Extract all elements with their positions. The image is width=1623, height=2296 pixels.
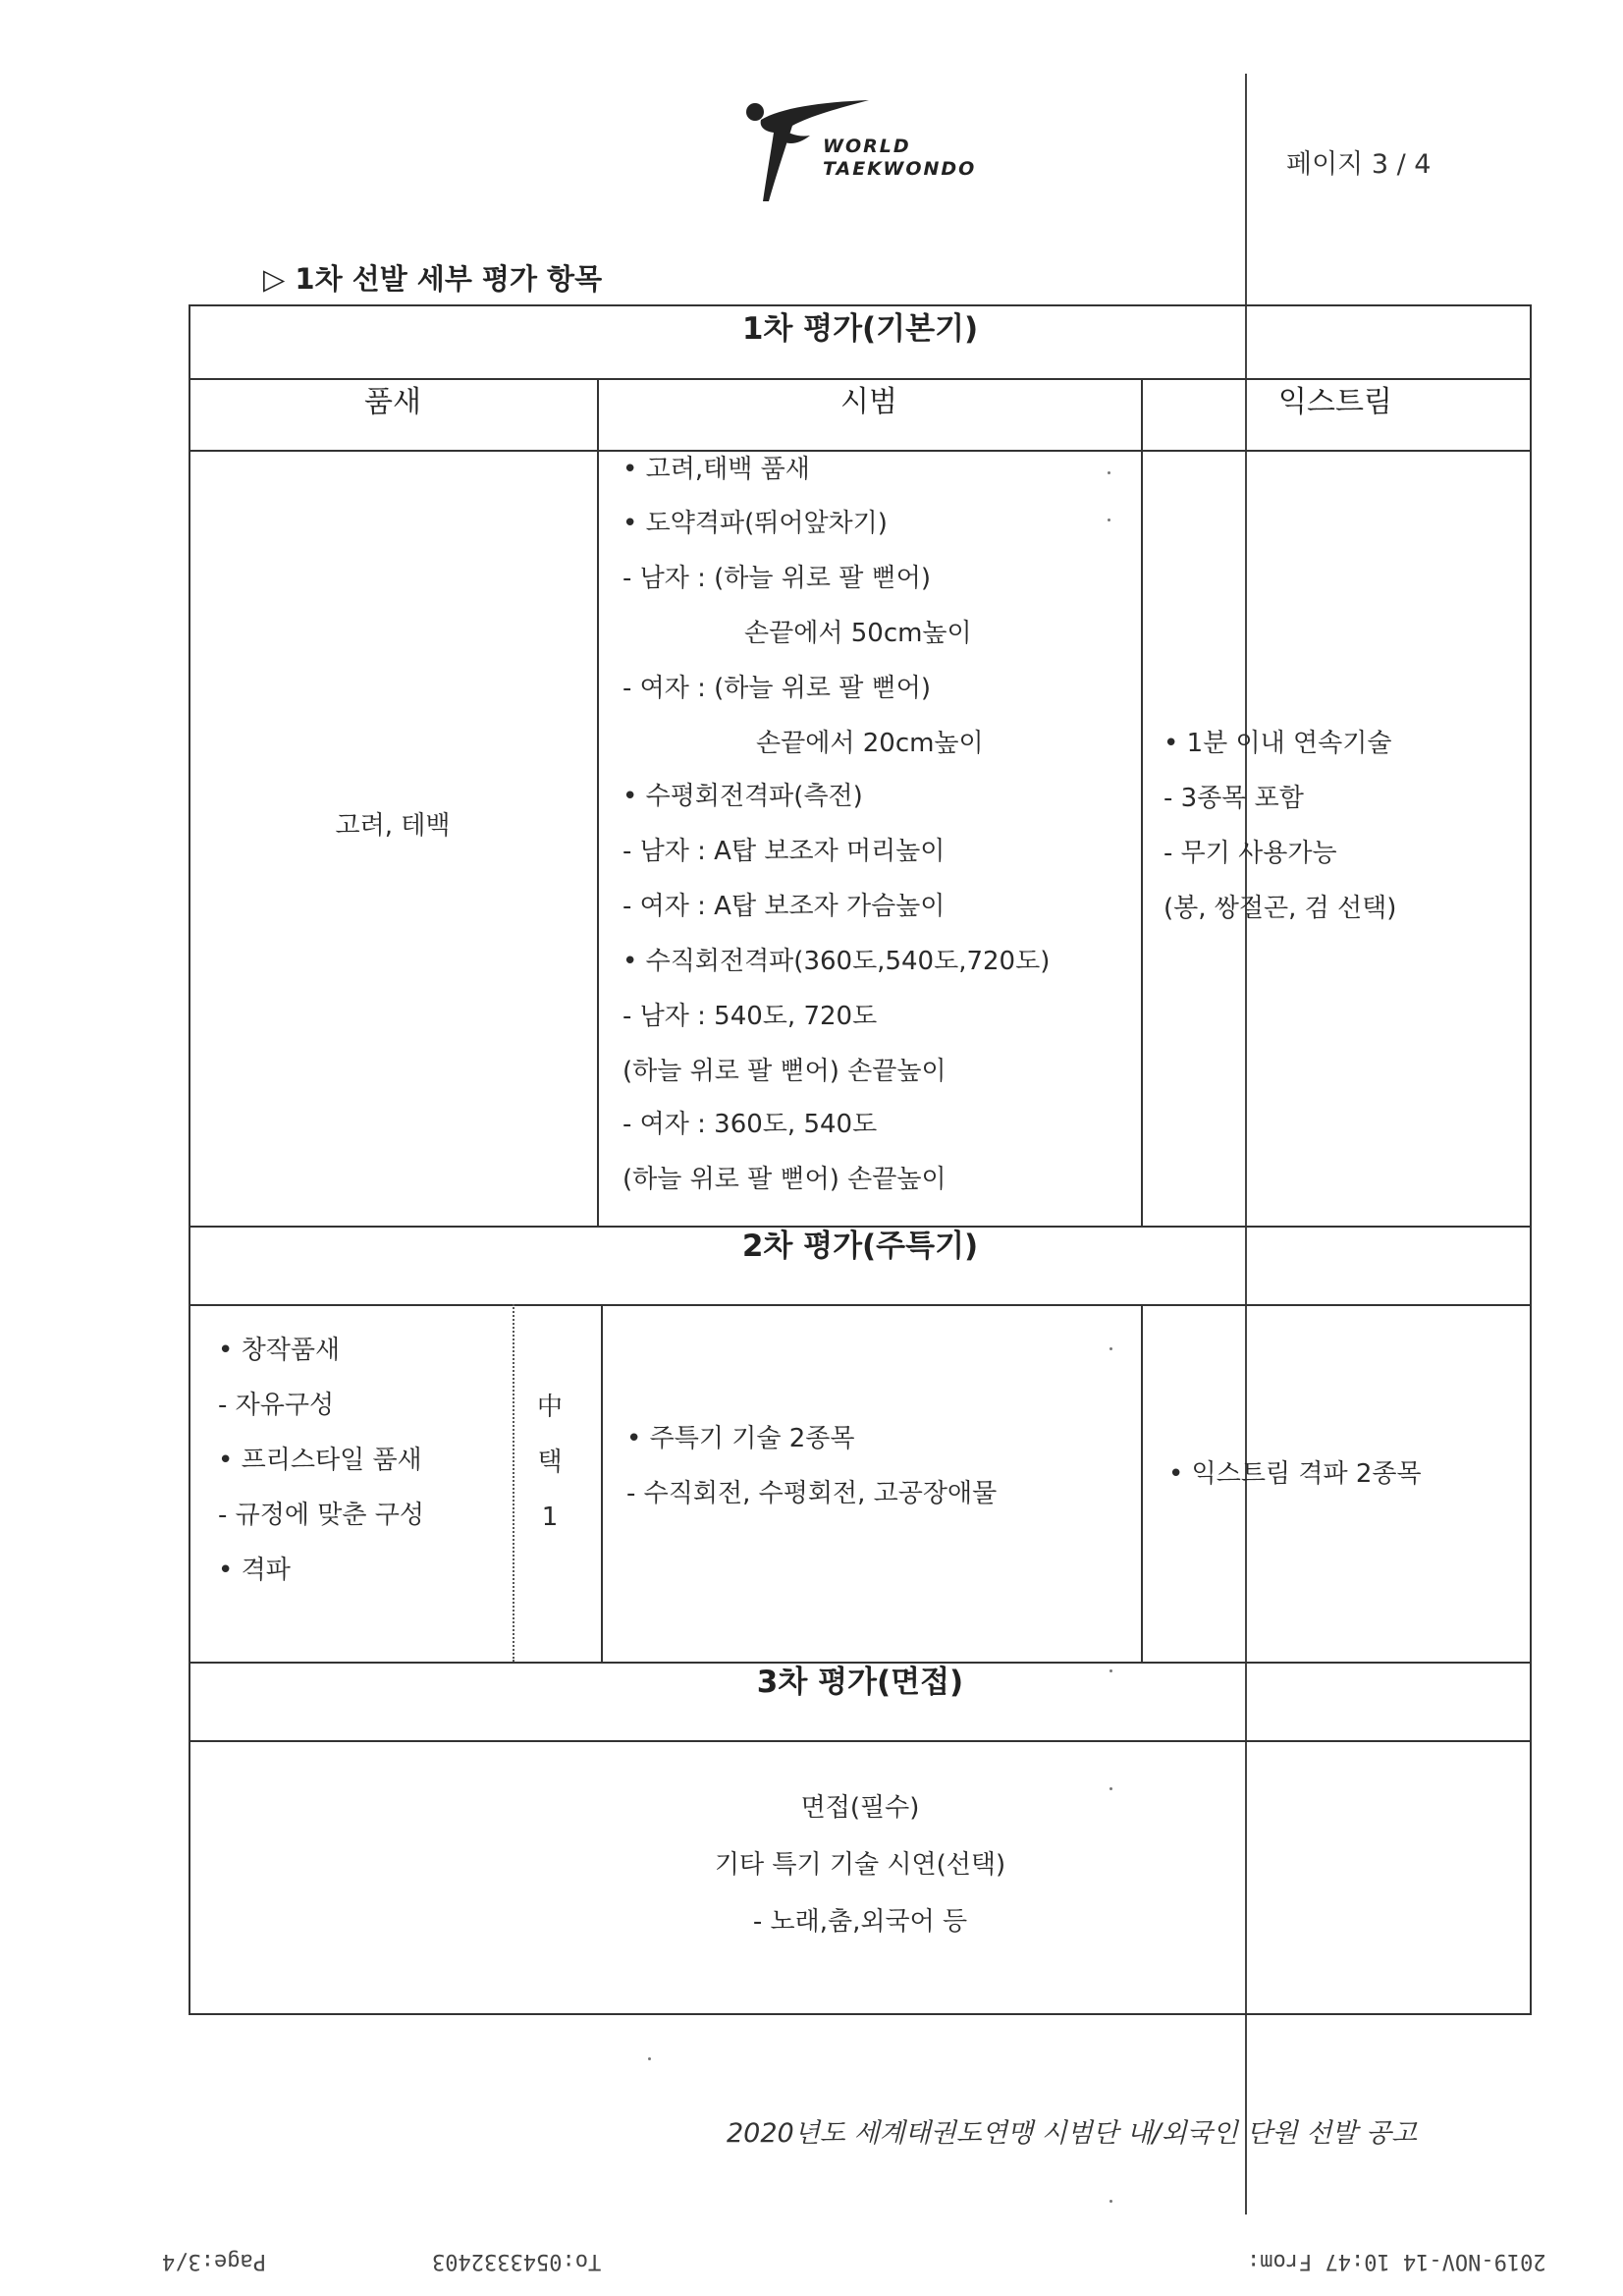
scan-speck [1109,1669,1112,1672]
row-divider [189,1304,1532,1306]
scan-speck [648,2057,651,2060]
scan-speck [1108,519,1110,521]
table-border-top [189,304,1532,306]
row-divider [189,1226,1532,1228]
row-divider [189,1740,1532,1742]
list-item: 기타 특기 기술 시연(선택) [714,1850,1006,1880]
list-item: • 주특기 기술 2종목 [626,1424,855,1453]
scan-speck [1109,1787,1112,1790]
list-item: - 무기 사용가능 [1163,839,1337,868]
round3-heading: 3차 평가(면접) [756,1665,964,1700]
list-item: - 남자 : 540도, 720도 [622,1002,878,1031]
list-item: - 여자 : 360도, 540도 [622,1110,878,1139]
list-item: • 격파 [218,1556,291,1585]
list-item: - 남자 : (하늘 위로 팔 뻗어) [622,564,932,593]
list-item: • 도약격파(뛰어앞차기) [622,509,888,538]
table-border-left [189,304,190,2015]
list-item: • 익스트림 격파 2종목 [1168,1459,1422,1489]
column-header-demo: 시범 [840,385,897,419]
table-border-bottom [189,2013,1532,2015]
scan-line [1245,74,1247,2214]
scan-speck [1108,471,1110,474]
list-item: - 수직회전, 수평회전, 고공장애물 [626,1479,998,1508]
list-item: - 자유구성 [218,1391,335,1420]
list-item: (봉, 쌍절곤, 검 선택) [1163,894,1397,923]
list-item: 면접(필수) [800,1793,920,1823]
round1-heading: 1차 평가(기본기) [741,311,979,347]
section-title: ▷ 1차 선발 세부 평가 항목 [263,262,603,296]
fax-header-date: 2019-NOV-14 10:47 From: [1247,2249,1546,2273]
row-divider [189,378,1532,380]
col-divider [601,1304,603,1662]
list-item: (하늘 위로 팔 뻗어) 손끝높이 [622,1057,947,1086]
round1-poomsae-content: 고려, 테백 [335,811,451,841]
choice-char: 中 [536,1393,564,1422]
logo-text-world: WORLD [823,136,911,157]
list-item: - 여자 : A탑 보조자 가슴높이 [622,892,946,921]
row-divider [189,1662,1532,1664]
list-item: - 여자 : (하늘 위로 팔 뻗어) [622,674,932,703]
list-item: • 1분 이내 연속기술 [1163,729,1392,758]
row-divider [189,450,1532,452]
scan-speck [1109,2200,1112,2203]
round2-heading: 2차 평가(주특기) [741,1229,979,1264]
list-item: • 수평회전격파(측전) [622,782,863,811]
col-divider-dotted [513,1304,514,1662]
list-item: - 노래,춤,외국어 등 [752,1907,968,1937]
choice-char: 택 [537,1448,563,1477]
list-item: • 프리스타일 품새 [218,1446,422,1475]
fax-header-page: Page:3/4 [162,2249,266,2273]
list-item: (하늘 위로 팔 뻗어) 손끝높이 [622,1165,947,1194]
col-divider [1141,378,1143,1226]
list-item: 손끝에서 50cm높이 [744,619,972,648]
list-item: - 남자 : A탑 보조자 머리높이 [622,837,946,866]
logo-text-taekwondo: TAEKWONDO [823,158,977,180]
list-item: • 고려,태백 품새 [622,455,810,484]
list-item: - 3종목 포함 [1163,784,1304,813]
column-header-extreme: 익스트림 [1278,385,1392,419]
footer-document-title: 2020년도 세계태권도연맹 시범단 내/외국인 단원 선발 공고 [727,2118,1418,2149]
list-item: • 창작품새 [218,1336,341,1365]
table-border-right [1530,304,1532,2015]
choice-char: 1 [541,1503,559,1532]
list-item: - 규정에 맞춘 구성 [218,1501,424,1530]
column-header-poomsae: 품새 [364,385,421,419]
page-number: 페이지 3 / 4 [1286,149,1432,180]
col-divider [1141,1304,1143,1662]
scan-speck [1109,1347,1112,1350]
col-divider [597,378,599,1226]
fax-header-to: To:0543332403 [432,2249,602,2273]
list-item: 손끝에서 20cm높이 [756,729,984,758]
list-item: • 수직회전격파(360도,540도,720도) [622,947,1051,976]
